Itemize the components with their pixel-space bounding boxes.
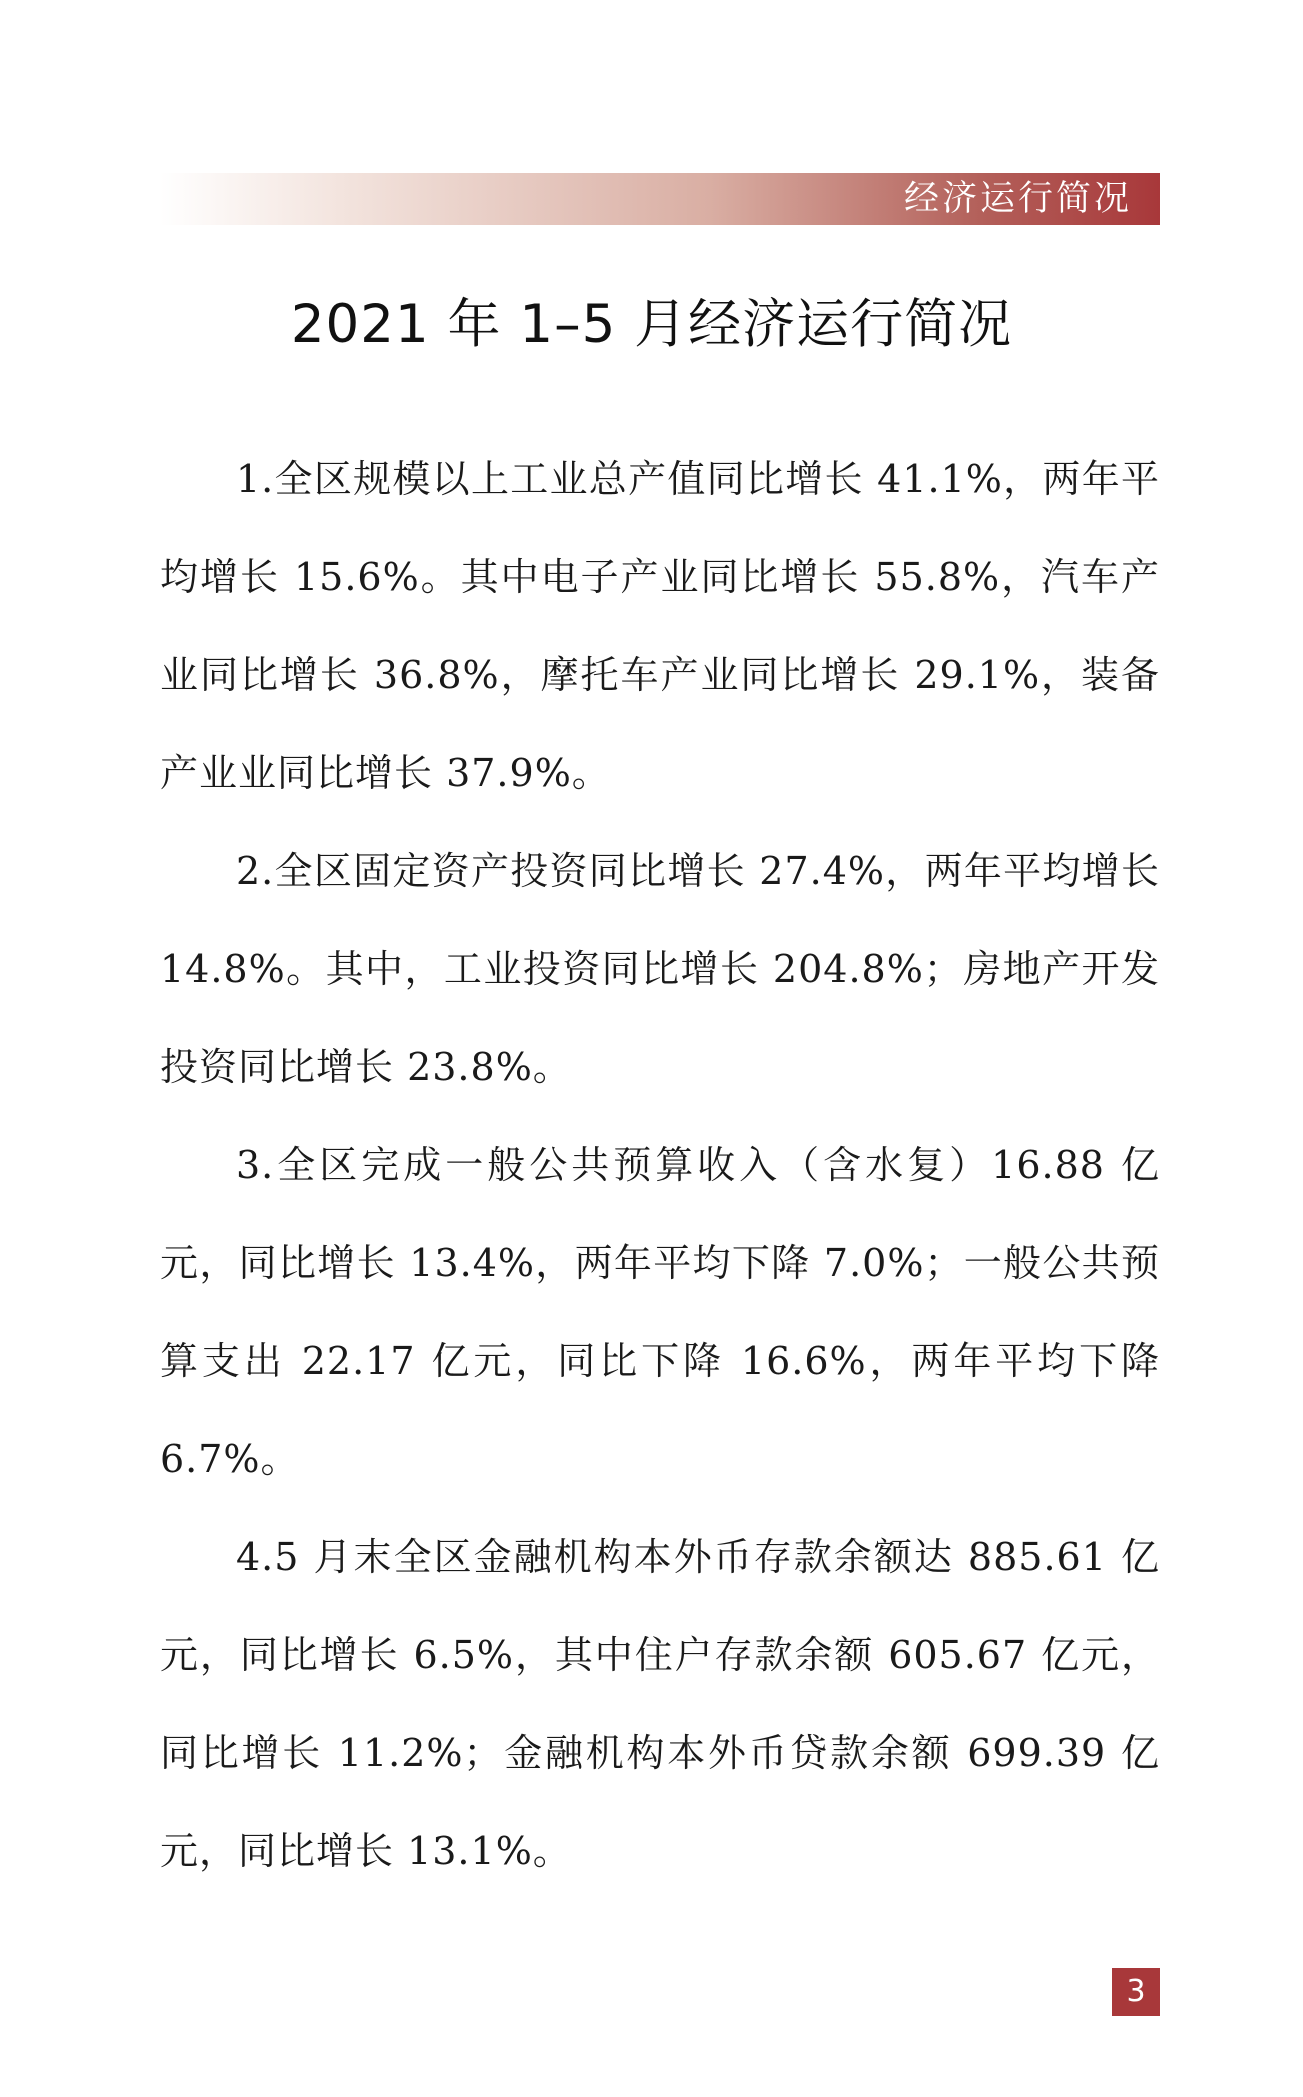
paragraph-public-budget: 3.全区完成一般公共预算收入（含水复）16.88 亿元，同比增长 13.4%，两年平均下降 7.0%；一般公共预算支出 22.17 亿元，同比下降 16.6%，两年平均下降 6.7%。 [160, 1143, 1160, 1481]
article-body [160, 430, 1160, 1900]
paragraph-industrial-output: 1.全区规模以上工业总产值同比增长 41.1%，两年平均增长 15.6%。其中电子产业同比增长 55.8%，汽车产业同比增长 36.8%，摩托车产业同比增长 29.1%，装备产业业同比增长 37.9%。 [160, 457, 1160, 795]
section-header-band [160, 173, 1160, 225]
paragraph-financial-deposits-loans: 4.5 月末全区金融机构本外币存款余额达 885.61 亿元，同比增长 6.5%，其中住户存款余额 605.67 亿元，同比增长 11.2%；金融机构本外币贷款余额 699.39 亿元，同比增长 13.1%。 [160, 1535, 1160, 1873]
section-header-label: 经济运行简况 [903, 179, 1132, 219]
page-title: 2021 年 1–5 月经济运行简况 [290, 294, 1013, 355]
paragraph-fixed-asset-investment: 2.全区固定资产投资同比增长 27.4%，两年平均增长 14.8%。其中，工业投资同比增长 204.8%；房地产开发投资同比增长 23.8%。 [160, 849, 1160, 1089]
page-number: 3 [1112, 1968, 1160, 2016]
